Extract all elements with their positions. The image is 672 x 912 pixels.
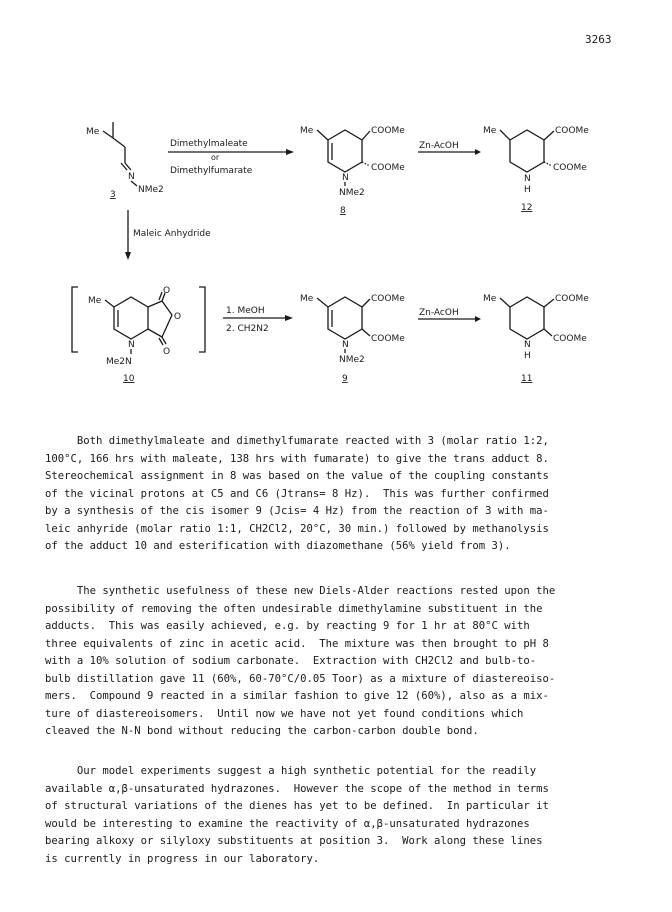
text-line: three equivalents of zinc in acetic acid. The mixture was then brought to pH 8 (45, 637, 549, 650)
atom-label: N (342, 173, 349, 183)
text-line: The synthetic usefulness of these new Diels-Alder reactions rested upon the (45, 585, 556, 597)
atom-label: COOMe (371, 294, 405, 304)
atom-label: COOMe (371, 163, 405, 173)
atom-label: N (342, 340, 349, 350)
compound-11-structure (483, 294, 589, 384)
compound-10-structure (72, 286, 205, 384)
text-line: available α,β-unsaturated hydrazones. However the scope of the method in terms (45, 782, 549, 795)
atom-label: Me2N (106, 357, 132, 367)
text-line: Our model experiments suggest a high synthetic potential for the readily (45, 765, 537, 777)
atom-label: O (163, 286, 171, 296)
text-line: is currently in progress in our laboratory. (45, 852, 320, 865)
atom-label: Me (88, 296, 102, 306)
text-line: Stereochemical assignment in 8 was based on the value of the coupling constants (45, 470, 549, 482)
atom-label: COOMe (553, 334, 587, 344)
compound-9-structure (300, 294, 405, 384)
compound-9-label: 9 (342, 374, 348, 384)
reagent-dimethylfumarate: Dimethylfumarate (170, 166, 253, 176)
atom-label: COOMe (371, 334, 405, 344)
paragraph-2 (45, 583, 635, 741)
atom-label: NMe2 (339, 355, 365, 365)
atom-label: COOMe (371, 126, 405, 136)
reagent-maleic-anhydride: Maleic Anhydride (133, 229, 211, 239)
reagent-dimethylmaleate: Dimethylmaleate (170, 139, 248, 149)
compound-12-label: 12 (521, 203, 533, 213)
compound-8-label: 8 (340, 206, 346, 216)
text-line: 100°C, 166 hrs with maleate, 138 hrs with fumarate) to give the trans adduct 8. (45, 452, 549, 465)
atom-label: N (128, 172, 135, 182)
text-line: bulb distillation gave 11 (60%, 60-70°C/0.05 Toor) as a mixture of diastereoiso- (45, 672, 556, 685)
compound-12-structure (483, 126, 589, 213)
atom-label: O (163, 347, 171, 357)
atom-label: NMe2 (339, 188, 365, 198)
atom-label: H (524, 351, 531, 361)
text-line: of the adduct 10 and esterification with diazomethane (56% yield from 3). (45, 540, 511, 552)
atom-label: COOMe (555, 294, 589, 304)
compound-10-label: 10 (123, 374, 135, 384)
atom-label: Me (86, 127, 100, 137)
text-line: with a 10% solution of sodium carbonate. Extraction with CH2Cl2 and bulb-to- (45, 655, 537, 667)
text-line: of the vicinal protons at C5 and C6 (Jtrans= 8 Hz). This was further confirmed (45, 487, 549, 500)
paragraph-3 (45, 763, 635, 868)
atom-label: Me (300, 126, 314, 136)
atom-label: Me (483, 126, 497, 136)
reagent-or: or (211, 153, 220, 162)
atom-label: N (524, 174, 531, 184)
atom-label: NMe2 (138, 185, 164, 195)
page-number: 3263 (585, 33, 612, 46)
reagent-zn-acoh: Zn-AcOH (419, 308, 459, 318)
atom-label: O (174, 312, 182, 322)
text-line: by a synthesis of the cis isomer 9 (Jcis= 4 Hz) from the reaction of 3 with ma- (45, 505, 549, 517)
text-line: cleaved the N-N bond without reducing the carbon-carbon double bond. (45, 725, 479, 737)
text-line: ture of diastereoisomers. Until now we have not yet found conditions which (45, 707, 524, 720)
compound-3-label: 3 (110, 190, 116, 200)
atom-label: N (524, 340, 531, 350)
text-line: mers. Compound 9 reacted in a similar fashion to give 12 (60%), also as a mix- (45, 690, 549, 702)
compound-3-structure (86, 122, 164, 200)
atom-label: Me (483, 294, 497, 304)
reagent-step1: 1. MeOH (226, 306, 265, 316)
text-line: bearing alkoxy or silyloxy substituents at position 3. Work along these lines (45, 835, 543, 847)
text-line: possibility of removing the often undesirable dimethylamine substituent in the (45, 602, 543, 615)
atom-label: COOMe (553, 163, 587, 173)
text-line: adducts. This was easily achieved, e.g. by reacting 9 for 1 hr at 80°C with (45, 620, 530, 632)
atom-label: Me (300, 294, 314, 304)
reagent-zn-acoh: Zn-AcOH (419, 141, 459, 151)
atom-label: N (128, 340, 135, 350)
atom-label: H (524, 185, 531, 195)
atom-label: COOMe (555, 126, 589, 136)
compound-8-structure (300, 126, 405, 216)
compound-11-label: 11 (521, 374, 533, 384)
reagent-step2: 2. CH2N2 (226, 324, 269, 334)
text-line: would be interesting to examine the reactivity of α,β-unsaturated hydrazones (45, 817, 530, 830)
paragraph-1 (45, 433, 635, 556)
text-line: leic anhyride (molar ratio 1:1, CH2Cl2, 20°C, 30 min.) followed by methanolysis (45, 522, 549, 535)
text-line: of structural variations of the dienes has yet to be defined. In particular it (45, 800, 549, 812)
reaction-scheme (0, 0, 672, 420)
text-line: Both dimethylmaleate and dimethylfumarate reacted with 3 (molar ratio 1:2, (45, 435, 549, 447)
